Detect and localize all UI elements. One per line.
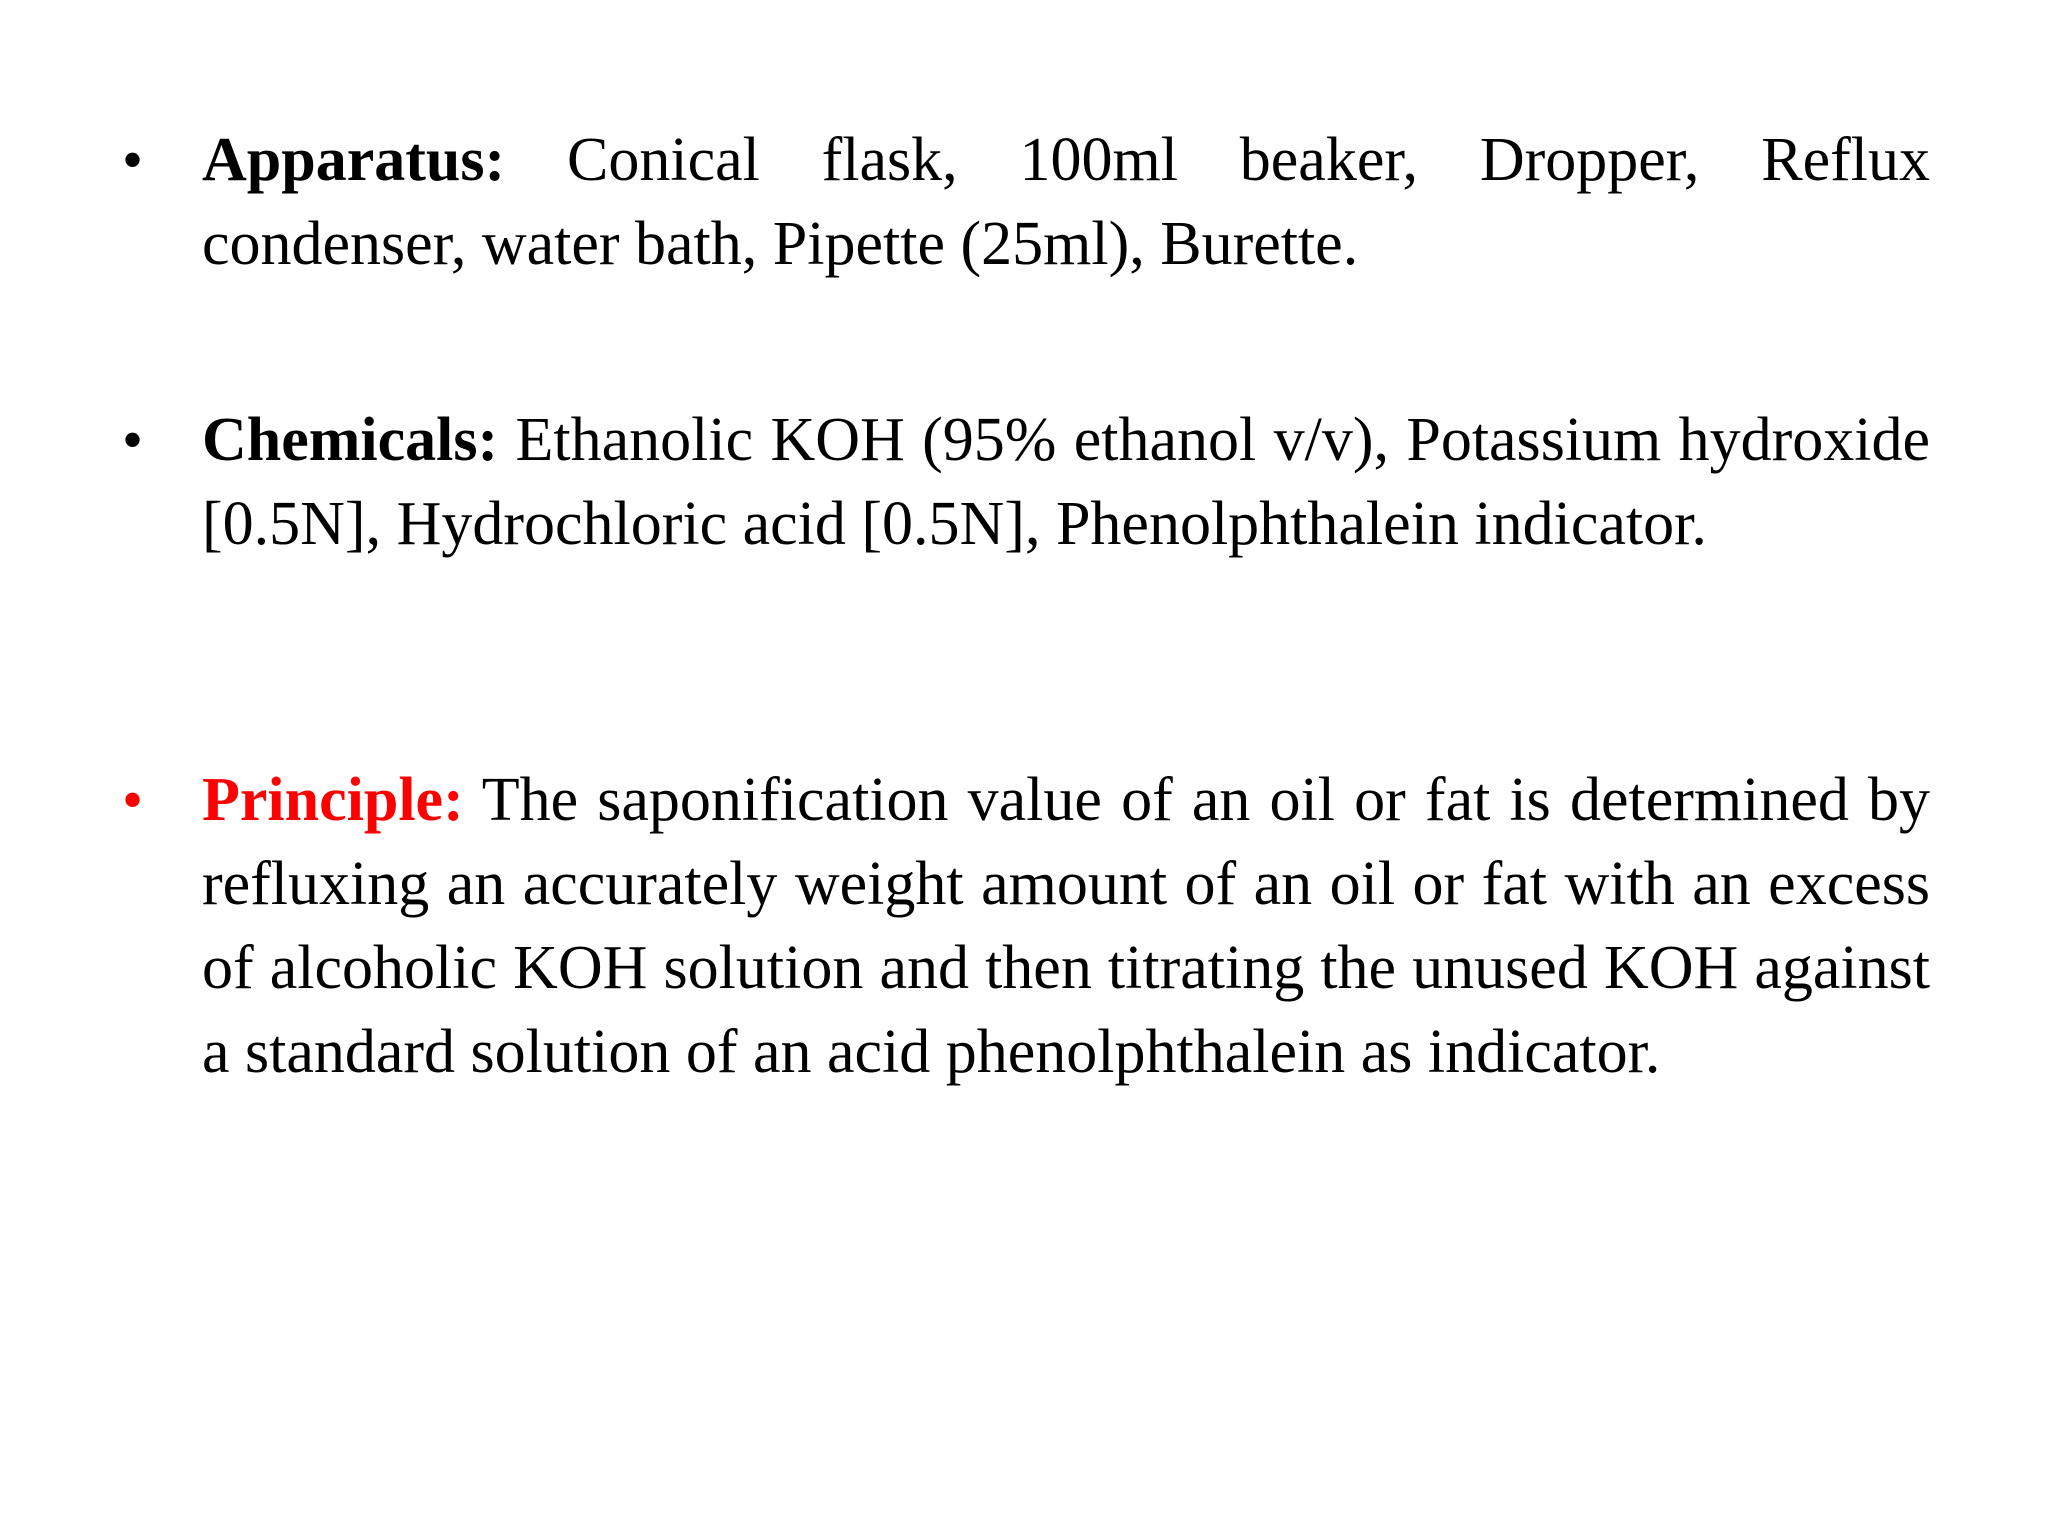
- chemicals-body: Ethanolic KOH (95% ethanol v/v), Potassium hydroxide [0.5N], Hydrochloric acid [0.5N], Phenolphthalein indicator.: [202, 406, 1931, 558]
- bullet-apparatus-text: [202, 118, 1930, 286]
- principle-body: The saponification value of an oil or fat is determined by refluxing an accurately weight amount of an oil or fat with an excess of alcoholic KOH solution and then titrating the unused KOH against a standard solution of an acid phenolphthalein as indicator.: [202, 766, 1930, 1086]
- apparatus-body: Conical flask, 100ml beaker, Dropper, Reflux condenser, water bath, Pipette (25ml), Burette.: [202, 126, 1930, 278]
- bullet-principle-text: [202, 758, 1930, 1094]
- bullet-dot: •: [122, 127, 144, 193]
- apparatus-label: Apparatus:: [202, 126, 506, 194]
- chemicals-label: Chemicals:: [202, 406, 499, 474]
- principle-label: Principle:: [202, 766, 464, 834]
- bullet-dot: •: [122, 407, 144, 473]
- bullet-chemicals-text: [202, 398, 1930, 566]
- bullet-dot: •: [122, 767, 144, 833]
